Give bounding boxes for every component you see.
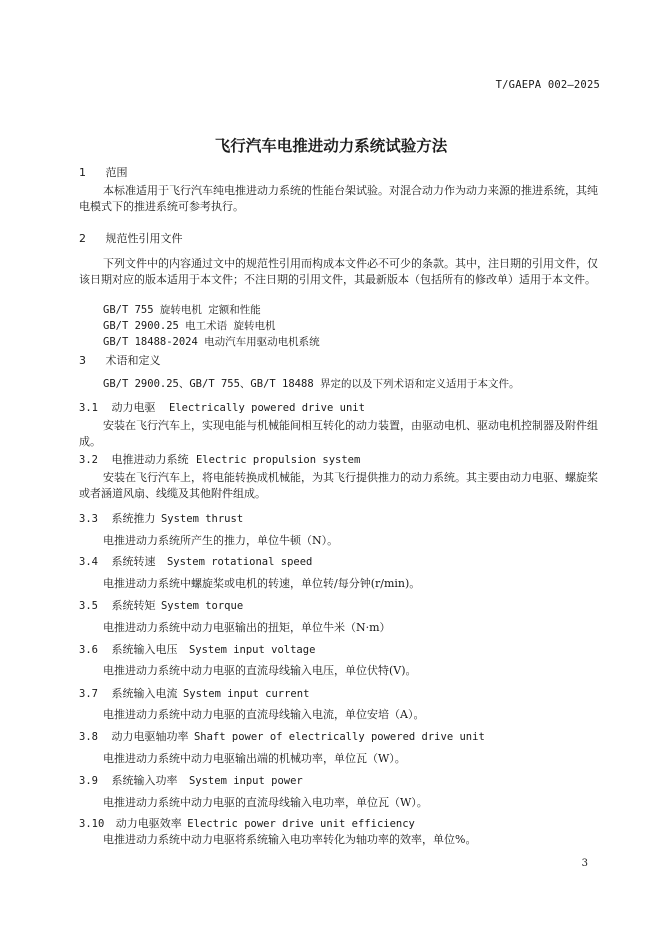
section-1-paragraph: 本标准适用于飞行汽车纯电推进动力系统的性能台架试验。对混合动力作为动力来源的推进系统，其纯电模式下的推进系统可参考执行。 bbox=[79, 184, 598, 213]
term-english: Electrically powered drive unit bbox=[168, 402, 365, 414]
term-heading-3-5 bbox=[79, 597, 243, 613]
term-english: System torque bbox=[160, 600, 244, 612]
term-definition: 电推进动力系统中动力电驱的直流母线输入电压，单位伏特(V)。 bbox=[103, 664, 417, 677]
section-title: 规范性引用文件 bbox=[105, 232, 183, 245]
document-title: 飞行汽车电推进动力系统试验方法 bbox=[214, 137, 448, 155]
term-english: System input power bbox=[188, 775, 303, 787]
term-english: Shaft power of electrically powered drive unit bbox=[193, 731, 485, 743]
term-english: Electric propulsion system bbox=[195, 454, 361, 466]
term-definition: 电推进动力系统中动力电驱的直流母线输入电流，单位安培（A）。 bbox=[103, 708, 425, 721]
term-number: 3.2 bbox=[79, 454, 98, 466]
term-definition: 电推进动力系统中动力电驱将系统输入电功率转化为轴功率的效率，单位%。 bbox=[103, 833, 477, 846]
term-heading-3-2 bbox=[79, 451, 360, 467]
page-number: 3 bbox=[581, 858, 588, 869]
reference-item: GB/T 18488-2024 电动汽车用驱动电机系统 bbox=[103, 336, 320, 348]
term-english: System thrust bbox=[160, 513, 244, 525]
term-number: 3.9 bbox=[79, 775, 98, 787]
term-definition: 安装在飞行汽车上，将电能转换成机械能，为其飞行提供推力的动力系统。其主要由动力电驱、螺旋桨或者涵道风扇、线缆及其他附件组成。 bbox=[79, 471, 598, 500]
term-english: System input current bbox=[182, 688, 310, 700]
section-number: 2 bbox=[79, 232, 86, 245]
reference-item: GB/T 2900.25 电工术语 旋转电机 bbox=[103, 320, 276, 332]
term-chinese: 系统输入功率 bbox=[111, 774, 178, 787]
term-number: 3.4 bbox=[79, 556, 98, 568]
term-heading-3-10 bbox=[79, 815, 415, 831]
term-number: 3.1 bbox=[79, 402, 98, 414]
section-2-paragraph: 下列文件中的内容通过文中的规范性引用而构成本文件必不可少的条款。其中，注日期的引用文件，仅该日期对应的版本适用于本文件；不注日期的引用文件，其最新版本（包括所有的修改单）适用于本文件。 bbox=[79, 257, 598, 286]
term-heading-3-4 bbox=[79, 553, 312, 569]
term-heading-3-8 bbox=[79, 728, 485, 744]
section-1-heading bbox=[79, 164, 128, 180]
section-number: 1 bbox=[79, 166, 86, 179]
term-heading-3-7 bbox=[79, 685, 309, 701]
term-english: Electric power drive unit efficiency bbox=[187, 818, 415, 830]
term-number: 3.8 bbox=[79, 731, 98, 743]
term-number: 3.7 bbox=[79, 688, 98, 700]
term-chinese: 系统推力 bbox=[111, 512, 156, 525]
term-number: 3.3 bbox=[79, 513, 98, 525]
section-2-heading bbox=[79, 230, 183, 246]
section-number: 3 bbox=[79, 354, 86, 367]
term-definition: 电推进动力系统中动力电驱的直流母线输入电功率，单位瓦（W）。 bbox=[103, 796, 428, 809]
term-chinese: 电推进动力系统 bbox=[111, 453, 189, 466]
term-chinese: 系统输入电流 bbox=[111, 687, 178, 700]
term-english: System rotational speed bbox=[166, 556, 313, 568]
term-definition: 安装在飞行汽车上，实现电能与机械能间相互转化的动力装置，由驱动电机、驱动电机控制器及附件组成。 bbox=[79, 419, 598, 448]
document-code: T/GAEPA 002—2025 bbox=[495, 79, 600, 91]
term-definition: 电推进动力系统中动力电驱输出的扭矩，单位牛米（N·m） bbox=[103, 621, 391, 634]
section-title: 范围 bbox=[105, 166, 128, 179]
term-number: 3.6 bbox=[79, 644, 98, 656]
term-definition: 电推进动力系统所产生的推力，单位牛顿（N）。 bbox=[103, 534, 339, 547]
term-definition: 电推进动力系统中螺旋桨或电机的转速，单位转/每分钟(r/min)。 bbox=[103, 577, 421, 590]
reference-item: GB/T 755 旋转电机 定额和性能 bbox=[103, 304, 261, 316]
term-number: 3.5 bbox=[79, 600, 98, 612]
section-title: 术语和定义 bbox=[105, 354, 161, 367]
term-chinese: 动力电驱效率 bbox=[115, 817, 182, 830]
term-heading-3-1 bbox=[79, 399, 365, 415]
term-chinese: 系统转速 bbox=[111, 555, 156, 568]
section-3-paragraph: GB/T 2900.25、GB/T 755、GB/T 18488 界定的以及下列术语和定义适用于本文件。 bbox=[103, 378, 520, 390]
term-chinese: 动力电驱轴功率 bbox=[111, 730, 189, 743]
term-heading-3-9 bbox=[79, 772, 303, 788]
term-definition: 电推进动力系统中动力电驱输出端的机械功率，单位瓦（W）。 bbox=[103, 752, 406, 765]
term-english: System input voltage bbox=[188, 644, 316, 656]
term-chinese: 动力电驱 bbox=[111, 401, 156, 414]
section-3-heading bbox=[79, 352, 161, 368]
term-chinese: 系统转矩 bbox=[111, 599, 156, 612]
term-number: 3.10 bbox=[79, 818, 105, 830]
term-heading-3-6 bbox=[79, 641, 315, 657]
term-chinese: 系统输入电压 bbox=[111, 643, 178, 656]
term-heading-3-3 bbox=[79, 510, 243, 526]
